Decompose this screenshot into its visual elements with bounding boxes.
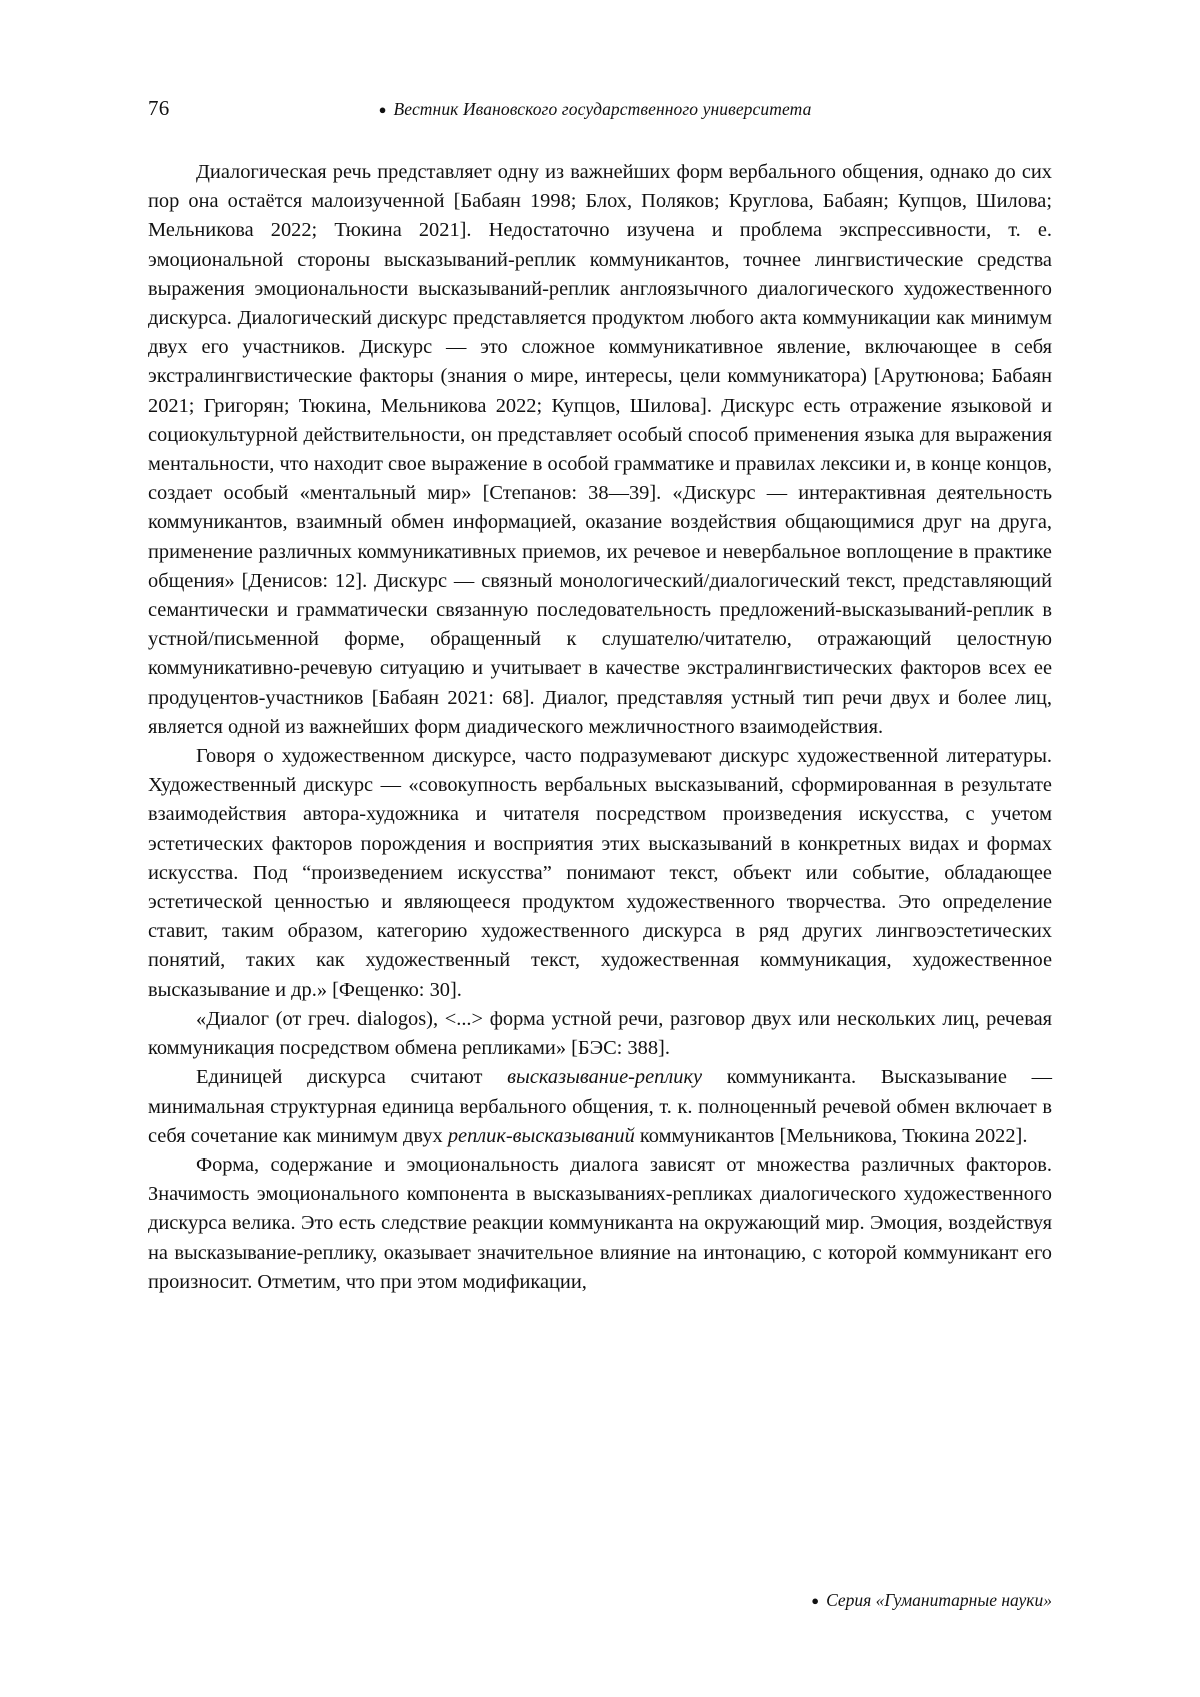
running-title-text: Вестник Ивановского государственного университета [393,99,812,119]
paragraph-2: Говоря о художественном дискурсе, часто подразумевают дискурс художественной литературы. Художественный дискурс — «совокупность вербальных высказываний, сформированная в результате взаимодействия автора-художника и читателя посредством произведения искусства, с учетом эстетических факторов порождения и восприятия этих высказываний в конкретных видах и формах искусства. Под “произведением искусства” понимают текст, объект или событие, обладающее эстетической ценностью и являющееся продуктом художественного творчества. Это определение ставит, таким образом, категорию художественного дискурса в ряд других лингвоэстетических понятий, таких как художественный текст, художественная коммуникация, художественное высказывание и др.» [Фещенко: 30]. [148,745,1052,1001]
body-text [148,158,1052,1297]
series-title: Серия «Гуманитарные науки» [826,1590,1052,1610]
paragraph-4-part-2: коммуниканта. Высказывание — минимальная структурная единица вербального общения, т. к. полноценный речевой обмен включает в себя сочетание как минимум двух [148,1066,1052,1147]
page-number: 76 [148,96,170,120]
paragraph-5: Форма, содержание и эмоциональность диалога зависят от множества различных факторов. Значимость эмоционального компонента в высказываниях-репликах диалогического художественного дискурса велика. Это есть следствие реакции коммуниканта на окружающий мир. Эмоция, воздействуя на высказывание-реплику, оказывает значительное влияние на интонацию, с которой коммуникант его произносит. Отметим, что при этом модификации, [148,1153,1052,1293]
running-title [208,99,992,120]
paragraph-1: Диалогическая речь представляет одну из важнейших форм вербального общения, однако до сих пор она остаётся малоизученной [Бабаян 1998; Блох, Поляков; Круглова, Бабаян; Купцов, Шилова; Мельникова 2022; Тюкина 2021]. Недостаточно изучена и проблема экспрессивности, т. е. эмоциональной стороны высказываний-реплик коммуникантов, точнее лингвистические средства выражения эмоциональности высказываний-реплик англоязычного диалогического художественного дискурса. Диалогический дискурс представляется продуктом любого акта коммуникации как минимум двух его участников. Дискурс — это сложное коммуникативное явление, включающее в себя экстралингвистические факторы (знания о мире, интересы, цели коммуникатора) [Арутюнова; Бабаян 2021; Григорян; Тюкина, Мельникова 2022; Купцов, Шилова]. Дискурс есть отражение языковой и социокультурной действительности, он представляет особый способ применения языка для выражения ментальности, что находит свое выражение в особой грамматике и правилах лексики и, в конце концов, создает особый «ментальный мир» [Степанов: 38—39]. «Дискурс — интерактивная деятельность коммуникантов, взаимный обмен информацией, оказание воздействия общающимися друг на друга, применение различных коммуникативных приемов, их речевое и невербальное воплощение в практике общения» [Денисов: 12]. Дискурс — связный монологический/диалогический текст, представляющий семантически и грамматически связанную последовательность предложений-высказываний-реплик в устной/письменной форме, обращенный к слушателю/читателю, отражающий целостную коммуникативно-речевую ситуацию и учитывает в качестве экстралингвистических факторов всех ее продуцентов-участников [Бабаян 2021: 68]. Диалог, представляя устный тип речи двух и более лиц, является одной из важнейших форм диадического межличностного взаимодействия. [148,161,1052,738]
paragraph-4-italic-1: высказывание-реплику [507,1066,703,1089]
paragraph-3: «Диалог (от греч. dialogos), <...> форма устной речи, разговор двух или нескольких лиц, речевая коммуникация посредством обмена репликами» [БЭС: 388]. [148,1007,1052,1060]
paragraph-4 [148,1063,1052,1151]
page-footer [148,1590,1052,1611]
running-head [148,96,1052,130]
paragraph-4-italic-2: реплик-высказываний [447,1124,635,1147]
paragraph-4-part-3: коммуникантов [Мельникова, Тюкина 2022]. [634,1124,1028,1147]
paragraph-4-part-1: Единицей дискурса считают [196,1066,508,1089]
bullet-icon: ● [811,1593,820,1608]
bullet-icon: ● [378,102,387,117]
